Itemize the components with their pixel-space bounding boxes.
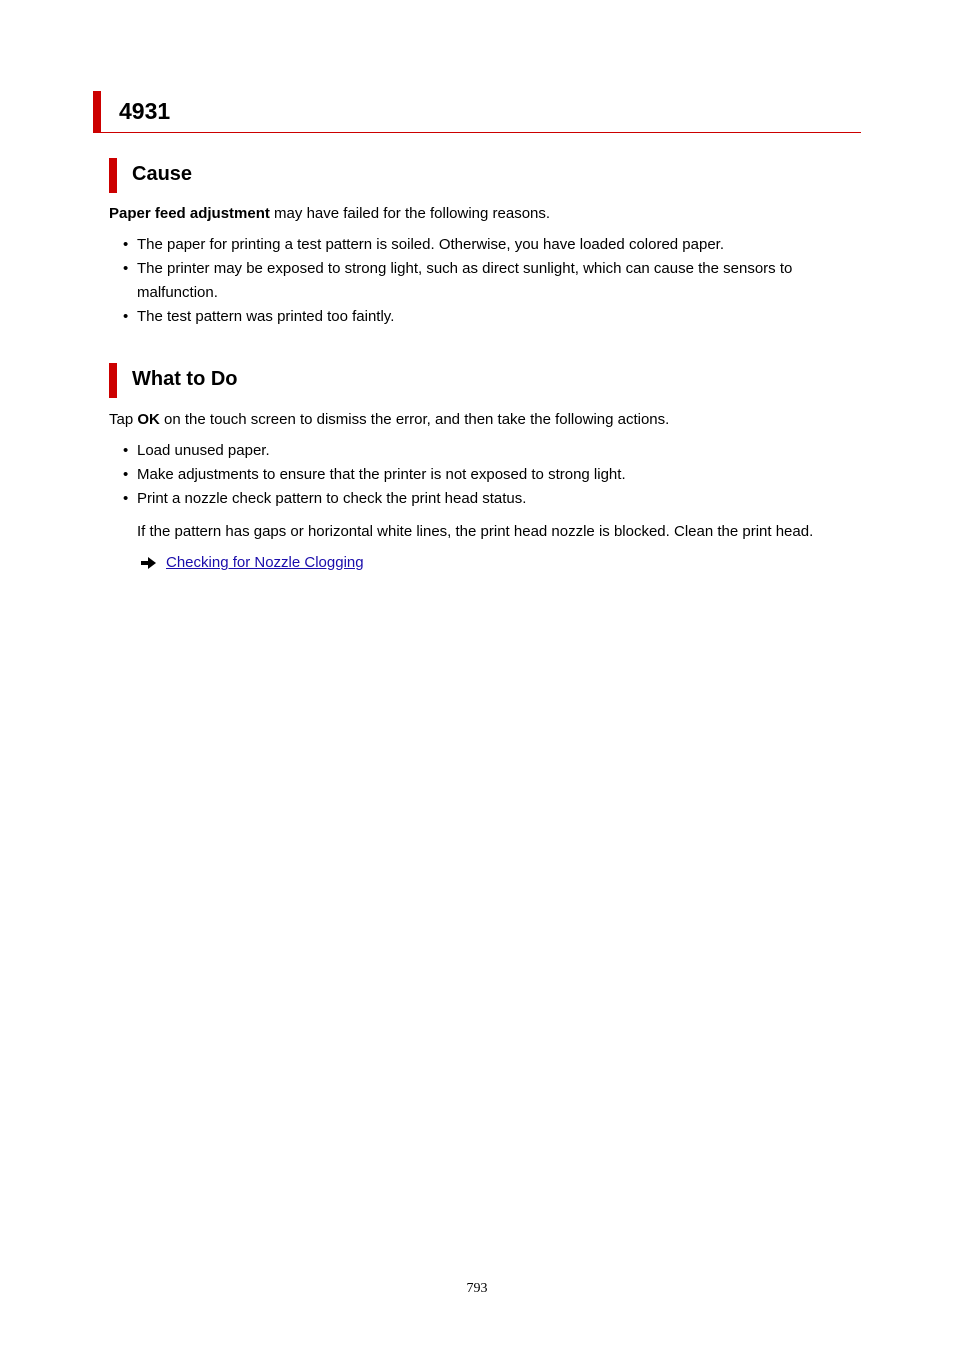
what-to-do-bullet-list — [123, 439, 863, 511]
bullet-glyph: • — [123, 260, 129, 277]
nozzle-note: If the pattern has gaps or horizontal white lines, the print head nozzle is blocked. Clean the print head. — [137, 523, 814, 540]
what-to-do-intro-rest: on the touch screen to dismiss the error, and then take the following actions. — [159, 411, 670, 428]
list-item — [123, 305, 863, 329]
list-item-text: The test pattern was printed too faintly. — [137, 308, 395, 325]
cause-heading-text: Cause — [132, 163, 193, 185]
what-to-do-heading — [109, 363, 861, 398]
list-item-text: Print a nozzle check pattern to check the print head status. — [137, 490, 527, 507]
bullet-glyph: • — [123, 308, 129, 325]
bullet-glyph: • — [123, 490, 129, 507]
cause-intro-bold: Paper feed adjustment — [109, 205, 270, 222]
page-number: 793 — [466, 1281, 488, 1296]
what-to-do-intro-pre: Tap — [109, 411, 138, 428]
cause-heading — [109, 158, 861, 193]
list-item — [123, 439, 863, 463]
what-to-do-intro — [109, 410, 669, 430]
list-item-text: Load unused paper. — [137, 442, 270, 459]
ok-label: OK — [137, 411, 160, 428]
list-item-text: The paper for printing a test pattern is soiled. Otherwise, you have loaded colored paper. — [137, 236, 725, 253]
checking-nozzle-clogging-link[interactable]: Checking for Nozzle Clogging — [166, 554, 364, 571]
list-item — [123, 233, 863, 257]
list-item-text: The printer may be exposed to strong light, such as direct sunlight, which can cause the sensors to malfunction. — [137, 260, 793, 301]
what-to-do-heading-text: What to Do — [132, 368, 238, 390]
cause-intro — [109, 204, 550, 224]
page-heading — [93, 91, 861, 133]
cause-bullet-list — [123, 233, 863, 329]
list-item — [123, 487, 863, 511]
right-arrow-icon — [141, 557, 156, 569]
bullet-glyph: • — [123, 442, 129, 459]
heading-accent-bar — [93, 91, 101, 133]
bullet-glyph: • — [123, 466, 129, 483]
list-item — [123, 257, 863, 305]
related-link-row — [141, 553, 364, 573]
page-title: 4931 — [119, 98, 171, 124]
list-item-text: Make adjustments to ensure that the printer is not exposed to strong light. — [137, 466, 626, 483]
section-accent-bar — [109, 363, 117, 398]
section-accent-bar — [109, 158, 117, 193]
list-item — [123, 463, 863, 487]
cause-intro-rest: may have failed for the following reasons. — [269, 205, 551, 222]
bullet-glyph: • — [123, 236, 129, 253]
